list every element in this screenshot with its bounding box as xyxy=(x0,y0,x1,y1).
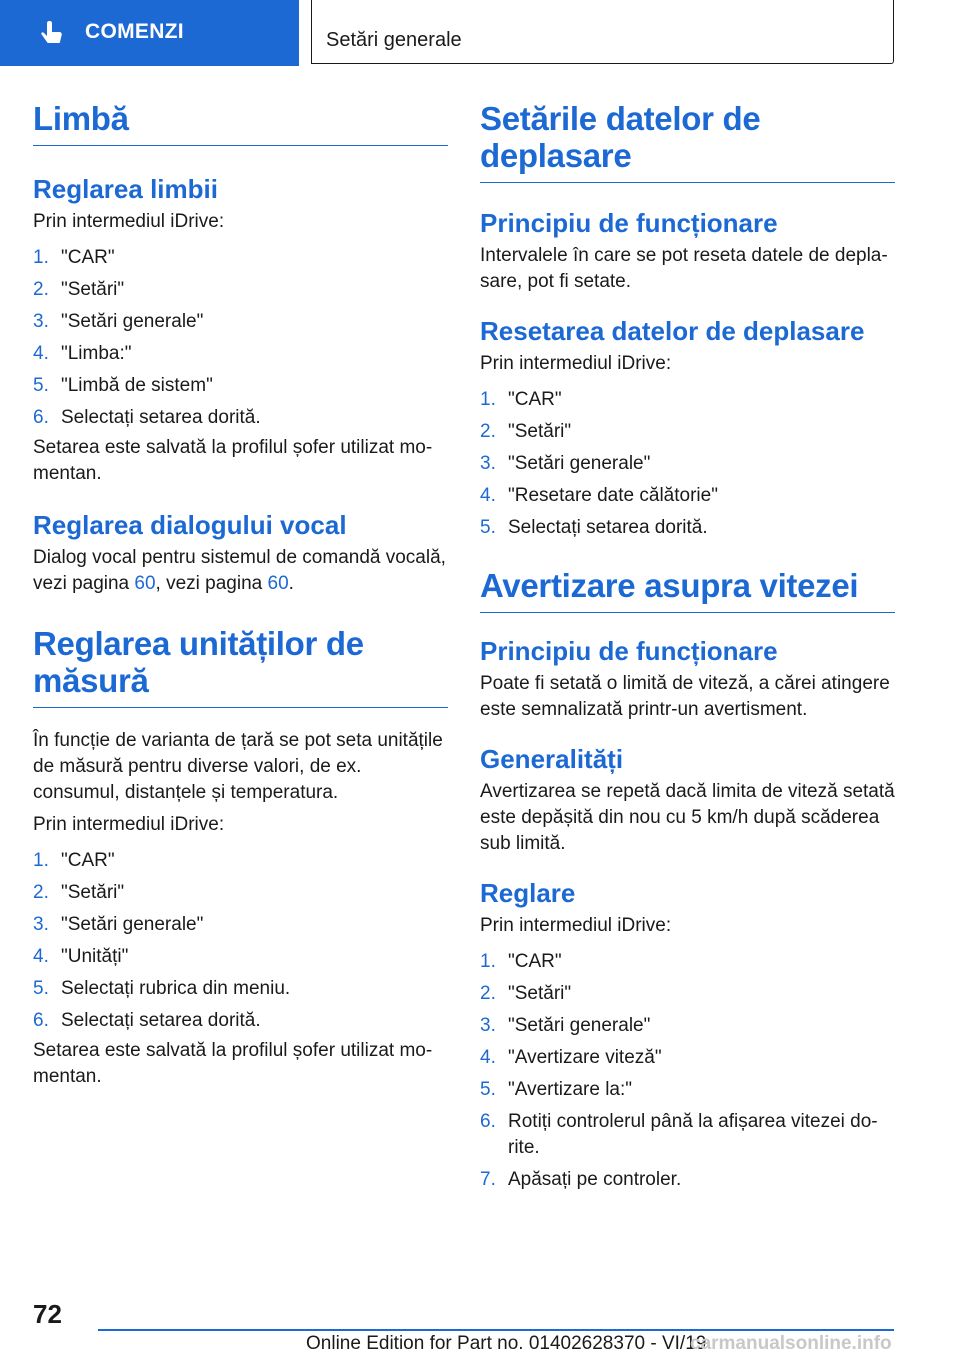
function-principle-text: Intervalele în care se pot reseta datele de depla-sare, pot fi setate. xyxy=(480,245,888,292)
subsection-title-voice-dialog: Reglarea dialogului vocal xyxy=(33,510,347,540)
steps-list-language xyxy=(33,245,448,431)
list-item: 2. "Setări" xyxy=(33,279,125,300)
subsection-title-reset-trip-data: Resetarea datelor de deplasare xyxy=(480,316,865,346)
list-item: 5. "Limbă de sistem" xyxy=(33,375,213,396)
steps-list-units xyxy=(33,848,448,1034)
breadcrumb-text: Setări generale xyxy=(326,29,462,51)
note-text: Setarea este salvată la profilul șofer utilizat mo-mentan. xyxy=(33,437,433,484)
steps-list-speed-warning xyxy=(480,949,895,1193)
list-item: 1. "CAR" xyxy=(33,247,115,268)
general-text: Avertizarea se repetă dacă limita de viteză setată este depășită din nou cu 5 km/h după scăderea sub limită. xyxy=(480,781,895,854)
page-number: 72 xyxy=(33,1299,62,1329)
speed-warning-principle-text: Poate fi setată o limită de viteză, a cărei atingere este semnalizată printr-un avertisment. xyxy=(480,673,890,720)
units-paragraph: În funcție de varianta de țară se pot seta unitățile de măsură pentru diverse valori, de ex. consumul, distanțele și temperatura. xyxy=(33,730,443,803)
left-column xyxy=(33,100,448,1090)
intro-text: Prin intermediul iDrive: xyxy=(33,211,225,232)
list-item: 2. "Setări" xyxy=(480,421,572,442)
list-item: 4. "Avertizare viteză" xyxy=(480,1047,662,1068)
list-item: 6. Selectați setarea dorită. xyxy=(33,1010,261,1031)
list-item: 1. "CAR" xyxy=(480,389,562,410)
list-item: 6. Selectați setarea dorită. xyxy=(33,407,261,428)
section-title-trip-data: Setările datelor de deplasare xyxy=(480,100,895,183)
list-item: 5. "Avertizare la:" xyxy=(480,1079,633,1100)
voice-dialog-text: Dialog vocal pentru sistemul de comandă vocală, vezi pagina 60, vezi pagina 60. xyxy=(33,547,446,594)
watermark: carmanualsonline.info xyxy=(690,1333,892,1354)
intro-text: Prin intermediul iDrive: xyxy=(33,814,225,835)
list-item: 6. Rotiți controlerul până la afișarea vitezei do-rite. xyxy=(480,1111,878,1158)
section-tab[interactable] xyxy=(0,0,299,66)
section-title-language: Limbă xyxy=(33,100,448,146)
list-item: 1. "CAR" xyxy=(33,850,115,871)
list-item: 5. Selectați rubrica din meniu. xyxy=(33,978,291,999)
list-item: 3. "Setări generale" xyxy=(33,914,204,935)
list-item: 4. "Resetare date călătorie" xyxy=(480,485,718,506)
subsection-title-setting: Reglare xyxy=(480,878,576,908)
tab-label: COMENZI xyxy=(85,20,184,43)
intro-text: Prin intermediul iDrive: xyxy=(480,353,672,374)
section-title-units: Reglarea unităților de măsură xyxy=(33,625,448,708)
edition-text: Online Edition for Part no. 01402628370 - VI/19 xyxy=(306,1333,707,1354)
list-item: 4. "Unități" xyxy=(33,946,129,967)
page-reference-link[interactable]: 60 xyxy=(134,573,156,594)
page-reference-link[interactable]: 60 xyxy=(267,573,289,594)
subsection-title-function-principle: Principiu de funcționare xyxy=(480,636,778,666)
section-title-speed-warning: Avertizare asupra vitezei xyxy=(480,567,895,613)
list-item: 5. Selectați setarea dorită. xyxy=(480,517,708,538)
steps-list-trip-reset xyxy=(480,387,895,541)
intro-text: Prin intermediul iDrive: xyxy=(480,915,672,936)
subsection-title-set-language: Reglarea limbii xyxy=(33,174,218,204)
list-item: 3. "Setări generale" xyxy=(33,311,204,332)
list-item: 3. "Setări generale" xyxy=(480,1015,651,1036)
note-text: Setarea este salvată la profilul șofer utilizat mo-mentan. xyxy=(33,1040,433,1087)
list-item: 2. "Setări" xyxy=(33,882,125,903)
subsection-title-function-principle: Principiu de funcționare xyxy=(480,208,778,238)
list-item: 3. "Setări generale" xyxy=(480,453,651,474)
hand-pointer-icon xyxy=(38,20,66,48)
right-column xyxy=(480,100,895,1199)
list-item: 7. Apăsați pe controler. xyxy=(480,1169,682,1190)
footer-divider xyxy=(98,1329,894,1331)
list-item: 4. "Limba:" xyxy=(33,343,132,364)
breadcrumb xyxy=(311,0,894,64)
list-item: 1. "CAR" xyxy=(480,951,562,972)
list-item: 2. "Setări" xyxy=(480,983,572,1004)
subsection-title-general: Generalități xyxy=(480,744,624,774)
